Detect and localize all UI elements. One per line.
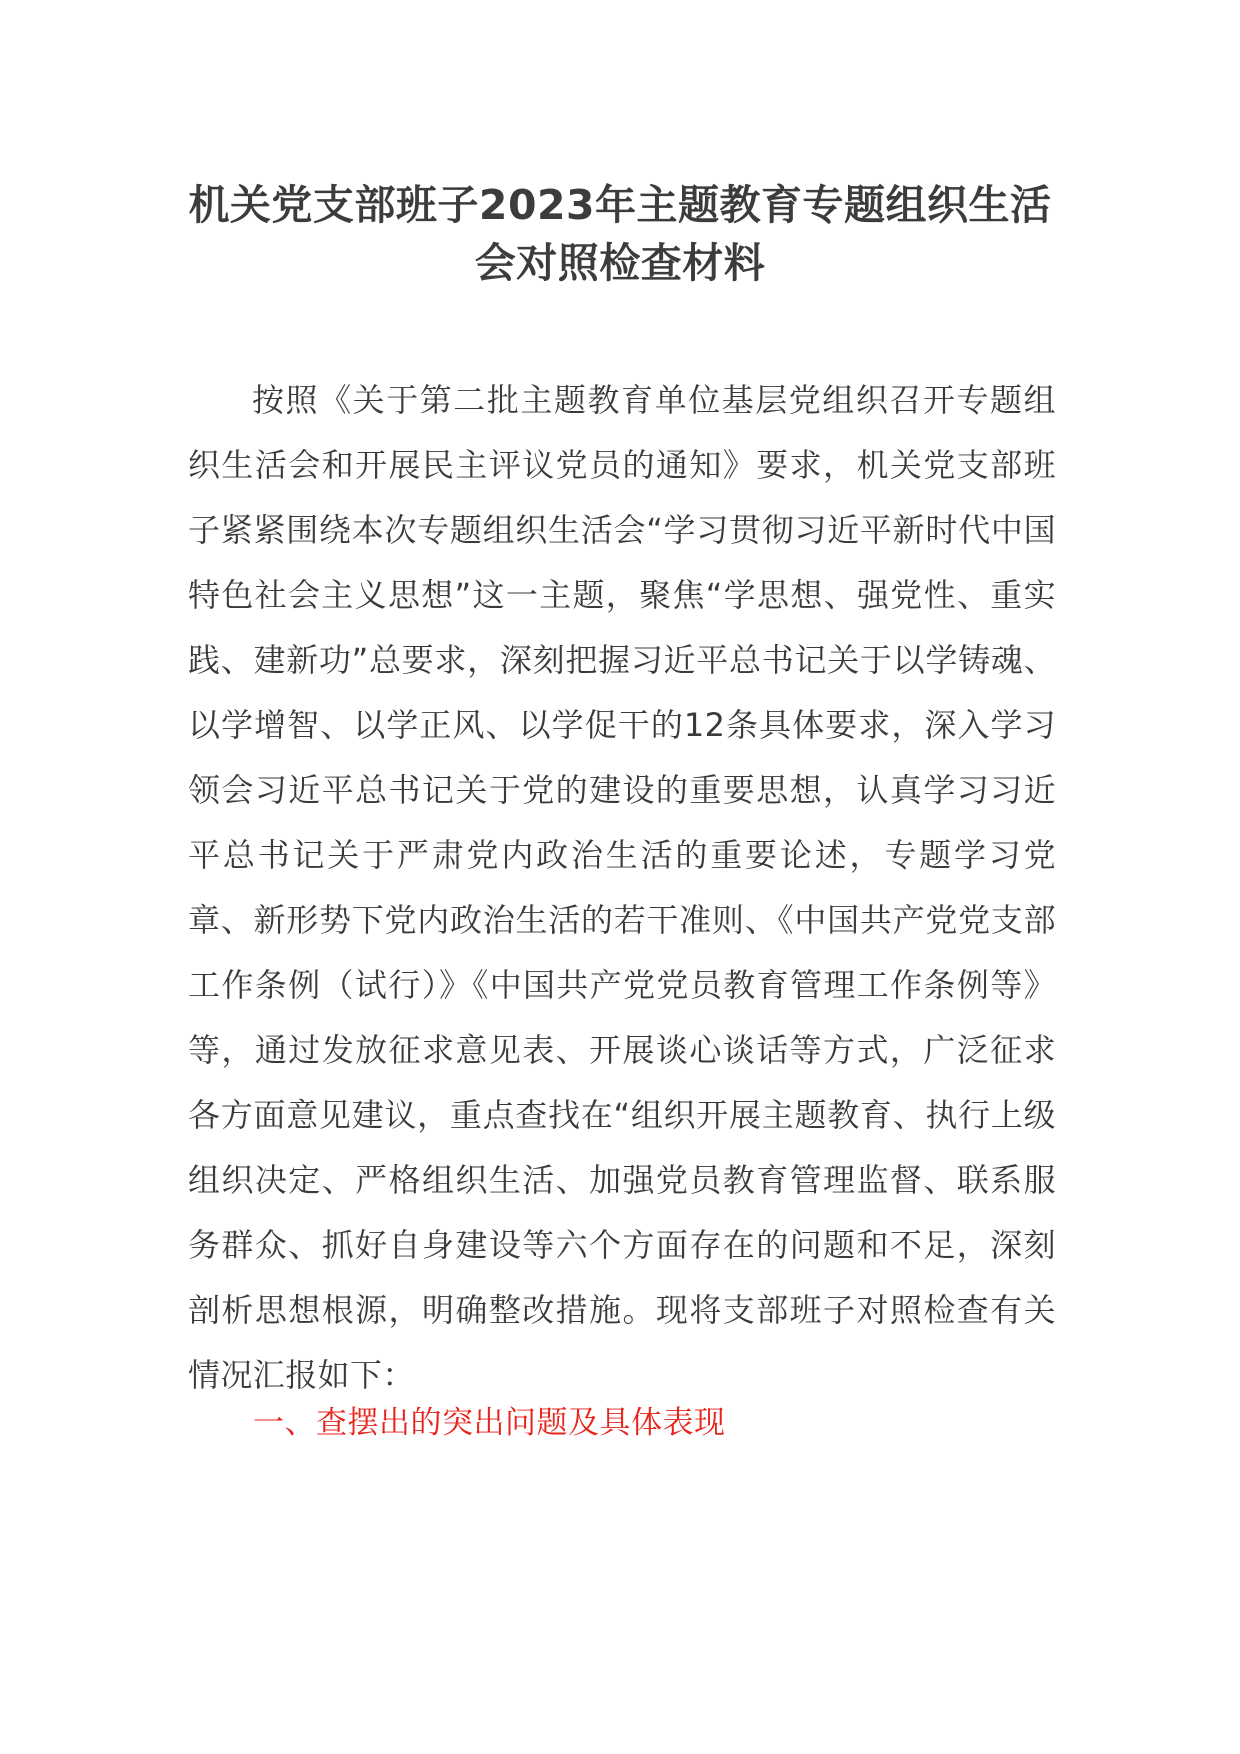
intro-paragraph: 按照《关于第二批主题教育单位基层党组织召开专题组织生活会和开展民主评议党员的通知》要求，机关党支部班子紧紧围绕本次专题组织生活会“学习贯彻习近平新时代中国特色社会主义思想”这一主题，聚焦“学思想、强党性、重实践、建新功”总要求，深刻把握习近平总书记关于以学铸魂、以学增智、以学正风、以学促干的12条具体要求，深入学习领会习近平总书记关于党的建设的重要思想，认真学习习近平总书记关于严肃党内政治生活的重要论述，专题学习党章、新形势下党内政治生活的若干准则、《中国共产党党支部工作条例（试行）》《中国共产党党员教育管理工作条例等》等，通过发放征求意见表、开展谈心谈话等方式，广泛征求各方面意见建议，重点查找在“组织开展主题教育、执行上级组织决定、严格组织生活、加强党员教育管理监督、联系服务群众、抓好自身建设等六个方面存在的问题和不足，深刻剖析思想根源，明确整改措施。现将支部班子对照检查有关情况汇报如下： xyxy=(188,381,1056,1394)
section-heading-1: 一、查摆出的突出问题及具体表现 xyxy=(253,1405,726,1441)
document-title: 机关党支部班子2023年主题教育专题组织生活会对照检查材料 xyxy=(188,181,1052,287)
